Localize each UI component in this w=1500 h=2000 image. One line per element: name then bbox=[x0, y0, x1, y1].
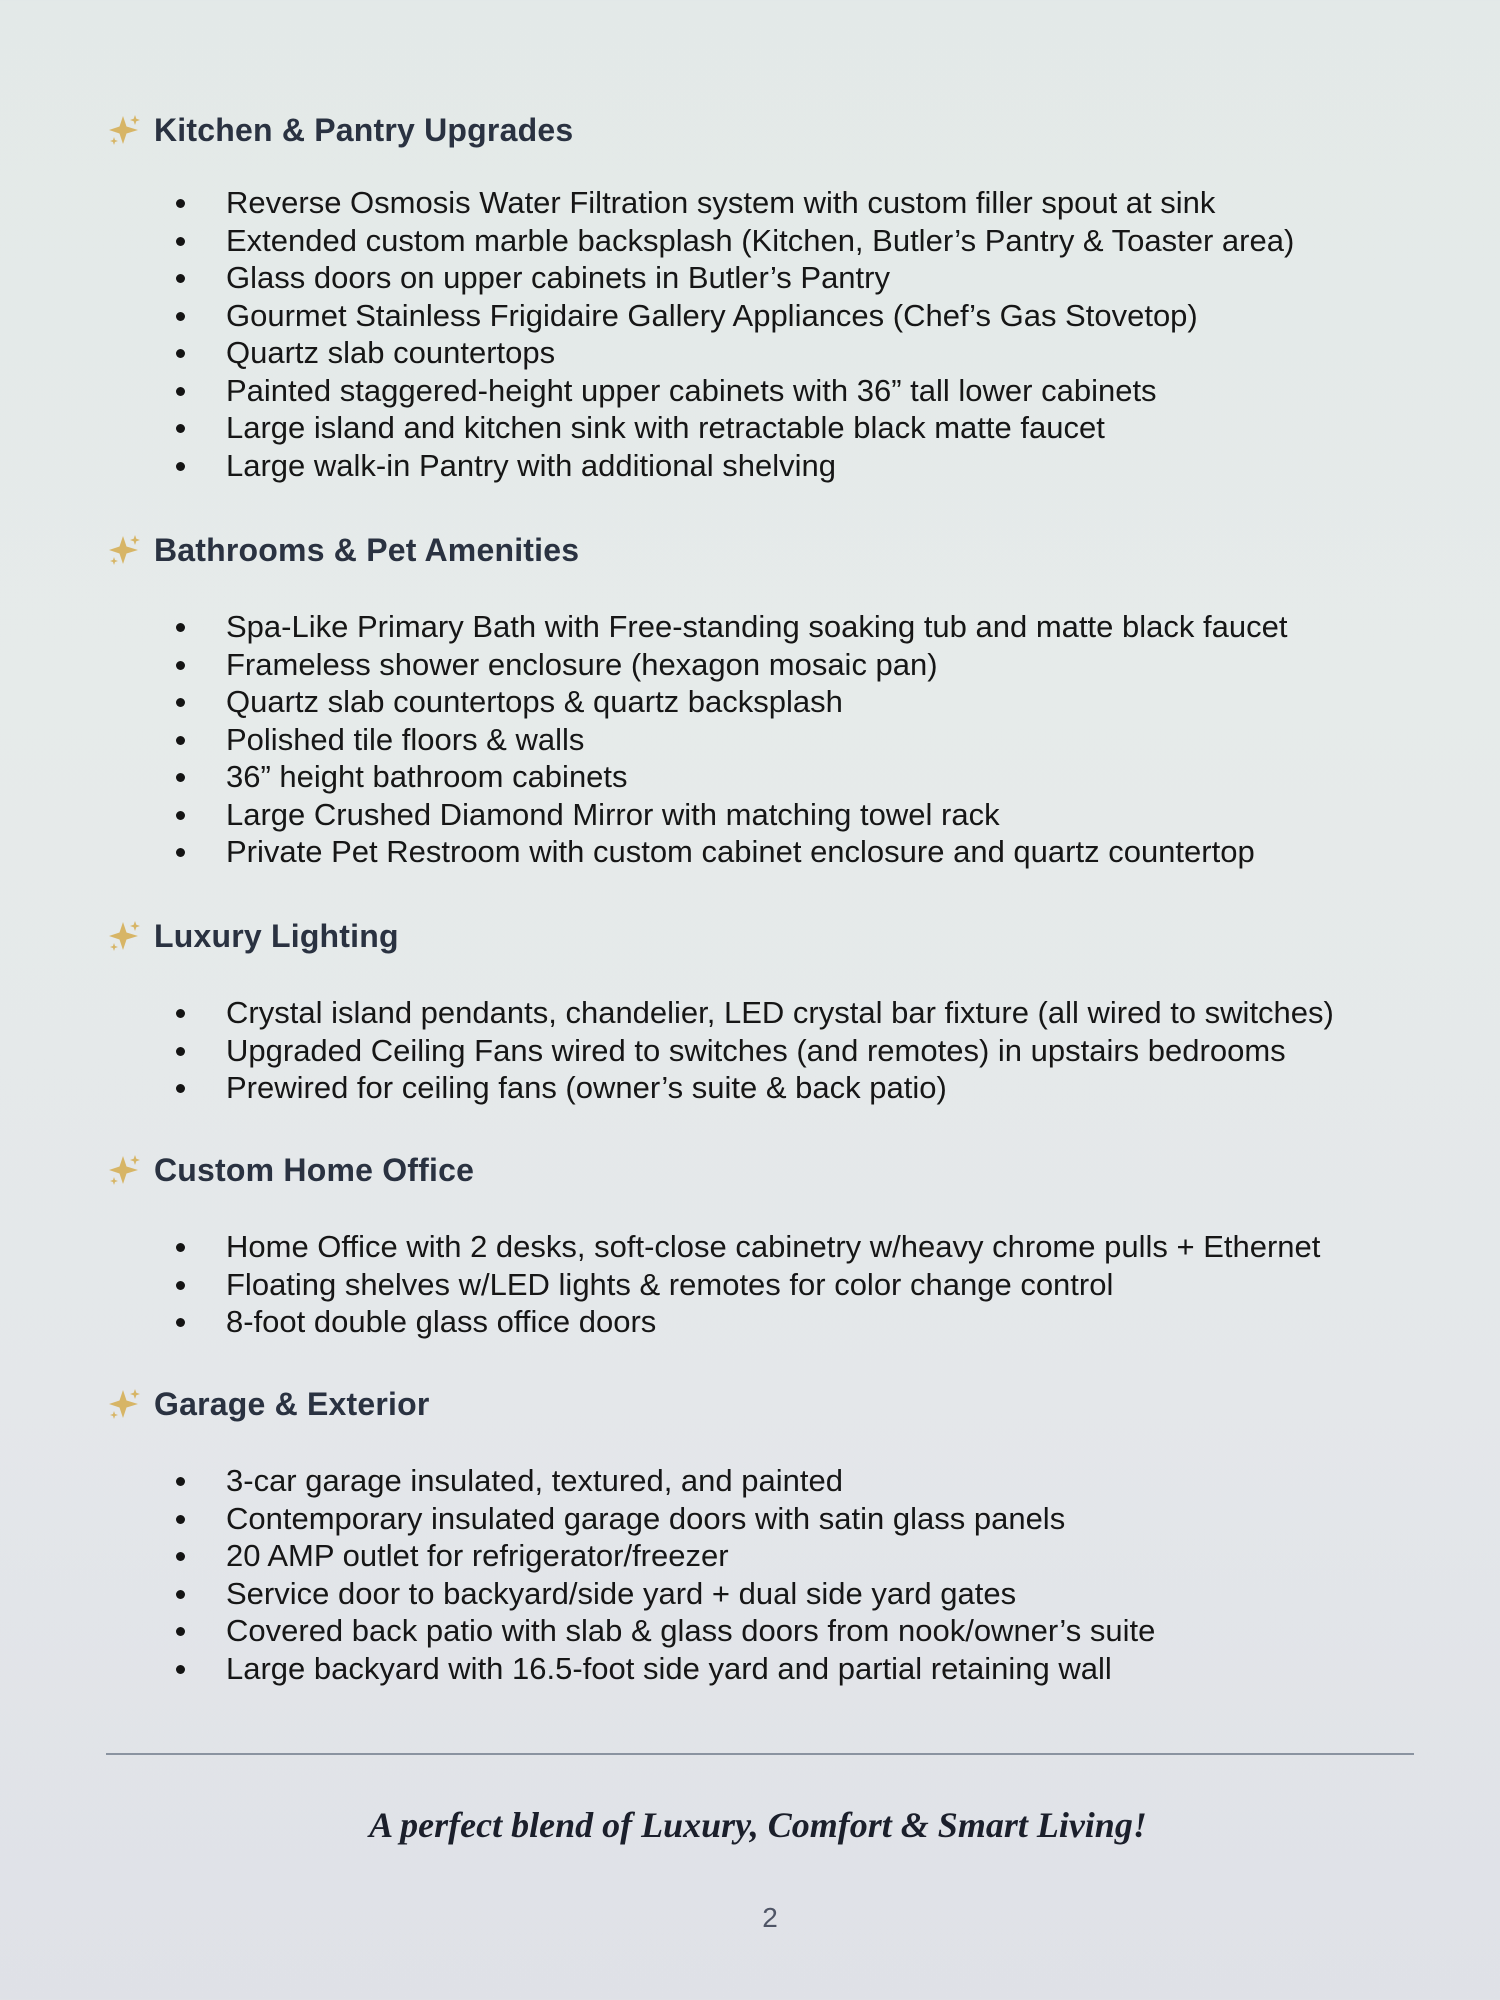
list-item-text: Reverse Osmosis Water Filtration system with custom filler spout at sink bbox=[226, 185, 1216, 220]
sparkle-icon bbox=[108, 1387, 142, 1421]
list-item bbox=[108, 1537, 1155, 1575]
section-header bbox=[108, 914, 1334, 958]
list-item-text: 8-foot double glass office doors bbox=[226, 1304, 657, 1339]
list-item-text: Painted staggered-height upper cabinets with 36” tall lower cabinets bbox=[226, 372, 1157, 408]
list-item bbox=[108, 447, 1294, 485]
list-item-text: Home Office with 2 desks, soft-close cabinetry w/heavy chrome pulls + Ethernet bbox=[226, 1229, 1321, 1264]
section-bathrooms-pet bbox=[108, 528, 1287, 871]
list-item bbox=[108, 1228, 1320, 1266]
list-item bbox=[108, 259, 1294, 297]
list-item bbox=[108, 758, 1287, 796]
bullet-icon bbox=[176, 349, 185, 358]
list-item bbox=[108, 1462, 1155, 1500]
list-item bbox=[108, 297, 1294, 335]
sparkle-icon bbox=[108, 533, 142, 567]
bullet-icon bbox=[176, 237, 185, 246]
list-item bbox=[108, 994, 1334, 1032]
list-item-text: Large backyard with 16.5-foot side yard and partial retaining wall bbox=[226, 1650, 1112, 1686]
bullet-icon bbox=[176, 1477, 185, 1486]
tagline: A perfect blend of Luxury, Comfort & Smart Living! bbox=[369, 1805, 1147, 1845]
list-item bbox=[108, 1069, 1334, 1107]
list-item-text: Contemporary insulated garage doors with satin glass panels bbox=[226, 1500, 1066, 1536]
bullet-list bbox=[108, 994, 1334, 1107]
list-item bbox=[108, 1575, 1155, 1613]
bullet-icon bbox=[176, 698, 185, 707]
list-item bbox=[108, 721, 1287, 759]
list-item-text: Quartz slab countertops bbox=[226, 335, 556, 370]
bullet-list bbox=[108, 184, 1294, 484]
list-item-text: Upgraded Ceiling Fans wired to switches (and remotes) in upstairs bedrooms bbox=[226, 1032, 1286, 1068]
bullet-icon bbox=[176, 1627, 185, 1636]
section-header bbox=[108, 528, 1287, 572]
section-title: Custom Home Office bbox=[154, 1151, 475, 1188]
bullet-icon bbox=[176, 1590, 185, 1599]
list-item-text: Extended custom marble backsplash (Kitchen, Butler’s Pantry & Toaster area) bbox=[226, 222, 1295, 258]
bullet-icon bbox=[176, 623, 185, 632]
list-item bbox=[108, 1612, 1155, 1650]
sparkle-icon bbox=[108, 919, 142, 953]
bullet-icon bbox=[176, 661, 185, 670]
bullet-icon bbox=[176, 462, 185, 471]
list-item-text: Floating shelves w/LED lights & remotes for color change control bbox=[226, 1266, 1114, 1302]
bullet-icon bbox=[176, 387, 185, 396]
list-item bbox=[108, 1650, 1155, 1688]
list-item-text: Spa-Like Primary Bath with Free-standing soaking tub and matte black faucet bbox=[226, 609, 1288, 644]
list-item bbox=[108, 833, 1287, 871]
bullet-icon bbox=[176, 848, 185, 857]
bullet-icon bbox=[176, 736, 185, 745]
section-title: Kitchen & Pantry Upgrades bbox=[154, 111, 574, 148]
bullet-icon bbox=[176, 274, 185, 283]
section-title: Bathrooms & Pet Amenities bbox=[154, 531, 580, 568]
list-item bbox=[108, 1303, 1320, 1341]
section-kitchen-pantry bbox=[108, 108, 1294, 484]
bullet-icon bbox=[176, 1084, 185, 1093]
section-header bbox=[108, 1148, 1320, 1192]
list-item-text: Crystal island pendants, chandelier, LED crystal bar fixture (all wired to switches) bbox=[226, 995, 1334, 1030]
list-item-text: Polished tile floors & walls bbox=[226, 721, 585, 757]
bullet-icon bbox=[176, 1047, 185, 1056]
list-item bbox=[108, 222, 1294, 260]
bullet-icon bbox=[176, 1243, 185, 1252]
bullet-icon bbox=[176, 1009, 185, 1018]
list-item bbox=[108, 1500, 1155, 1538]
list-item-text: Prewired for ceiling fans (owner’s suite & back patio) bbox=[226, 1070, 947, 1105]
bullet-icon bbox=[176, 1665, 185, 1674]
sparkle-icon bbox=[108, 113, 142, 147]
list-item bbox=[108, 184, 1294, 222]
list-item-text: Glass doors on upper cabinets in Butler’s Pantry bbox=[226, 260, 890, 295]
list-item-text: Covered back patio with slab & glass doors from nook/owner’s suite bbox=[226, 1613, 1156, 1648]
bullet-icon bbox=[176, 312, 185, 321]
list-item-text: 20 AMP outlet for refrigerator/freezer bbox=[226, 1538, 729, 1573]
section-header bbox=[108, 108, 1294, 152]
sparkle-icon bbox=[108, 1153, 142, 1187]
section-luxury-lighting bbox=[108, 914, 1334, 1107]
bullet-list bbox=[108, 1462, 1155, 1687]
section-title: Luxury Lighting bbox=[154, 917, 399, 954]
list-item bbox=[108, 334, 1294, 372]
bullet-icon bbox=[176, 199, 185, 208]
bullet-icon bbox=[176, 773, 185, 782]
section-header bbox=[108, 1382, 1155, 1426]
list-item-text: Large Crushed Diamond Mirror with matching towel rack bbox=[226, 796, 1000, 832]
list-item-text: Quartz slab countertops & quartz backsplash bbox=[226, 684, 843, 719]
list-item-text: 36” height bathroom cabinets bbox=[226, 759, 628, 794]
list-item bbox=[108, 1032, 1334, 1070]
list-item-text: Frameless shower enclosure (hexagon mosaic pan) bbox=[226, 646, 938, 682]
list-item bbox=[108, 646, 1287, 684]
bullet-icon bbox=[176, 1552, 185, 1561]
bullet-icon bbox=[176, 1515, 185, 1524]
list-item-text: Private Pet Restroom with custom cabinet enclosure and quartz countertop bbox=[226, 834, 1255, 869]
horizontal-divider bbox=[106, 1753, 1414, 1755]
section-home-office bbox=[108, 1148, 1320, 1341]
list-item bbox=[108, 372, 1294, 410]
list-item-text: Large island and kitchen sink with retractable black matte faucet bbox=[226, 410, 1105, 445]
bullet-icon bbox=[176, 811, 185, 820]
list-item bbox=[108, 1266, 1320, 1304]
bullet-list bbox=[108, 1228, 1320, 1341]
bullet-list bbox=[108, 608, 1287, 871]
bullet-icon bbox=[176, 424, 185, 433]
list-item-text: 3-car garage insulated, textured, and painted bbox=[226, 1463, 843, 1498]
section-title: Garage & Exterior bbox=[154, 1385, 430, 1422]
list-item-text: Gourmet Stainless Frigidaire Gallery Appliances (Chef’s Gas Stovetop) bbox=[226, 297, 1198, 333]
page-number: 2 bbox=[762, 1902, 778, 1933]
list-item bbox=[108, 796, 1287, 834]
bullet-icon bbox=[176, 1281, 185, 1290]
section-garage-exterior bbox=[108, 1382, 1155, 1687]
list-item bbox=[108, 683, 1287, 721]
list-item-text: Service door to backyard/side yard + dual side yard gates bbox=[226, 1575, 1017, 1611]
list-item-text: Large walk-in Pantry with additional shelving bbox=[226, 447, 836, 483]
bullet-icon bbox=[176, 1318, 185, 1327]
list-item bbox=[108, 608, 1287, 646]
list-item bbox=[108, 409, 1294, 447]
